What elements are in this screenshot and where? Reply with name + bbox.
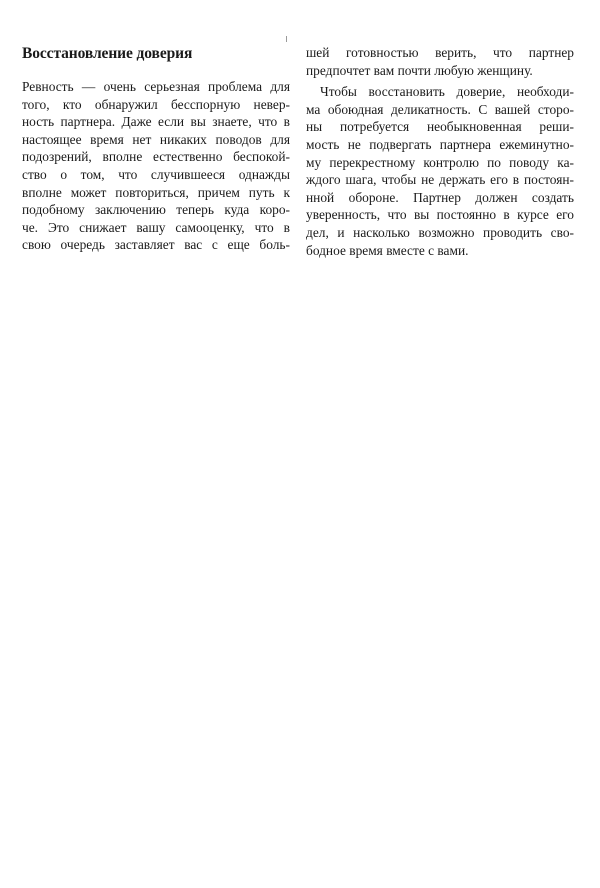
text-line: ма обоюдная деликатность. С вашей сторо-	[306, 101, 574, 117]
section-heading: Восстановление доверия	[22, 45, 193, 62]
text-line: дел, и насколько возможно проводить сво-	[306, 224, 574, 240]
text-line: подозрений, вполне естественно беспокой-	[22, 149, 290, 165]
text-line: нной обороне. Партнер должен создать	[306, 189, 574, 205]
paragraph-restore-trust	[306, 83, 574, 259]
text-line: настоящее время нет никаких поводов для	[22, 131, 290, 147]
text-line: ство о том, что случившееся однажды	[22, 166, 290, 182]
text-line: предпочтет вам почти любую женщину.	[306, 62, 533, 78]
text-line: вполне может повториться, причем путь к	[22, 184, 290, 200]
paragraph-continuation	[306, 44, 574, 79]
text-line: му перекрестному контролю по поводу ка-	[306, 154, 574, 170]
text-line: ность партнера. Даже если вы знаете, что в	[22, 114, 290, 130]
text-line: ны потребуется необыкновенная реши-	[306, 119, 574, 135]
paragraph-jealousy	[22, 78, 290, 254]
text-line: ждого шага, чтобы не держать его в постоян-	[306, 172, 574, 188]
text-line: того, кто обнаружил бесспорную невер-	[22, 96, 290, 112]
text-line: че. Это снижает вашу самооценку, что в	[22, 219, 290, 235]
column-marker	[286, 36, 287, 42]
text-line: мость не подвергать партнера ежеминутно-	[306, 136, 574, 152]
text-line: бодное время вместе с вами.	[306, 242, 469, 258]
text-line: подобному заключению теперь куда коро-	[22, 202, 290, 218]
text-line: шей готовностью верить, что партнер	[306, 45, 574, 60]
text-line: Ревность — очень серьезная проблема для	[22, 79, 290, 94]
text-line: свою очередь заставляет вас с еще боль-	[22, 237, 290, 253]
text-line: уверенность, что вы постоянно в курсе его	[306, 207, 574, 223]
text-line: Чтобы восстановить доверие, необходи-	[320, 84, 574, 100]
left-column	[22, 44, 290, 254]
right-column	[306, 44, 574, 259]
